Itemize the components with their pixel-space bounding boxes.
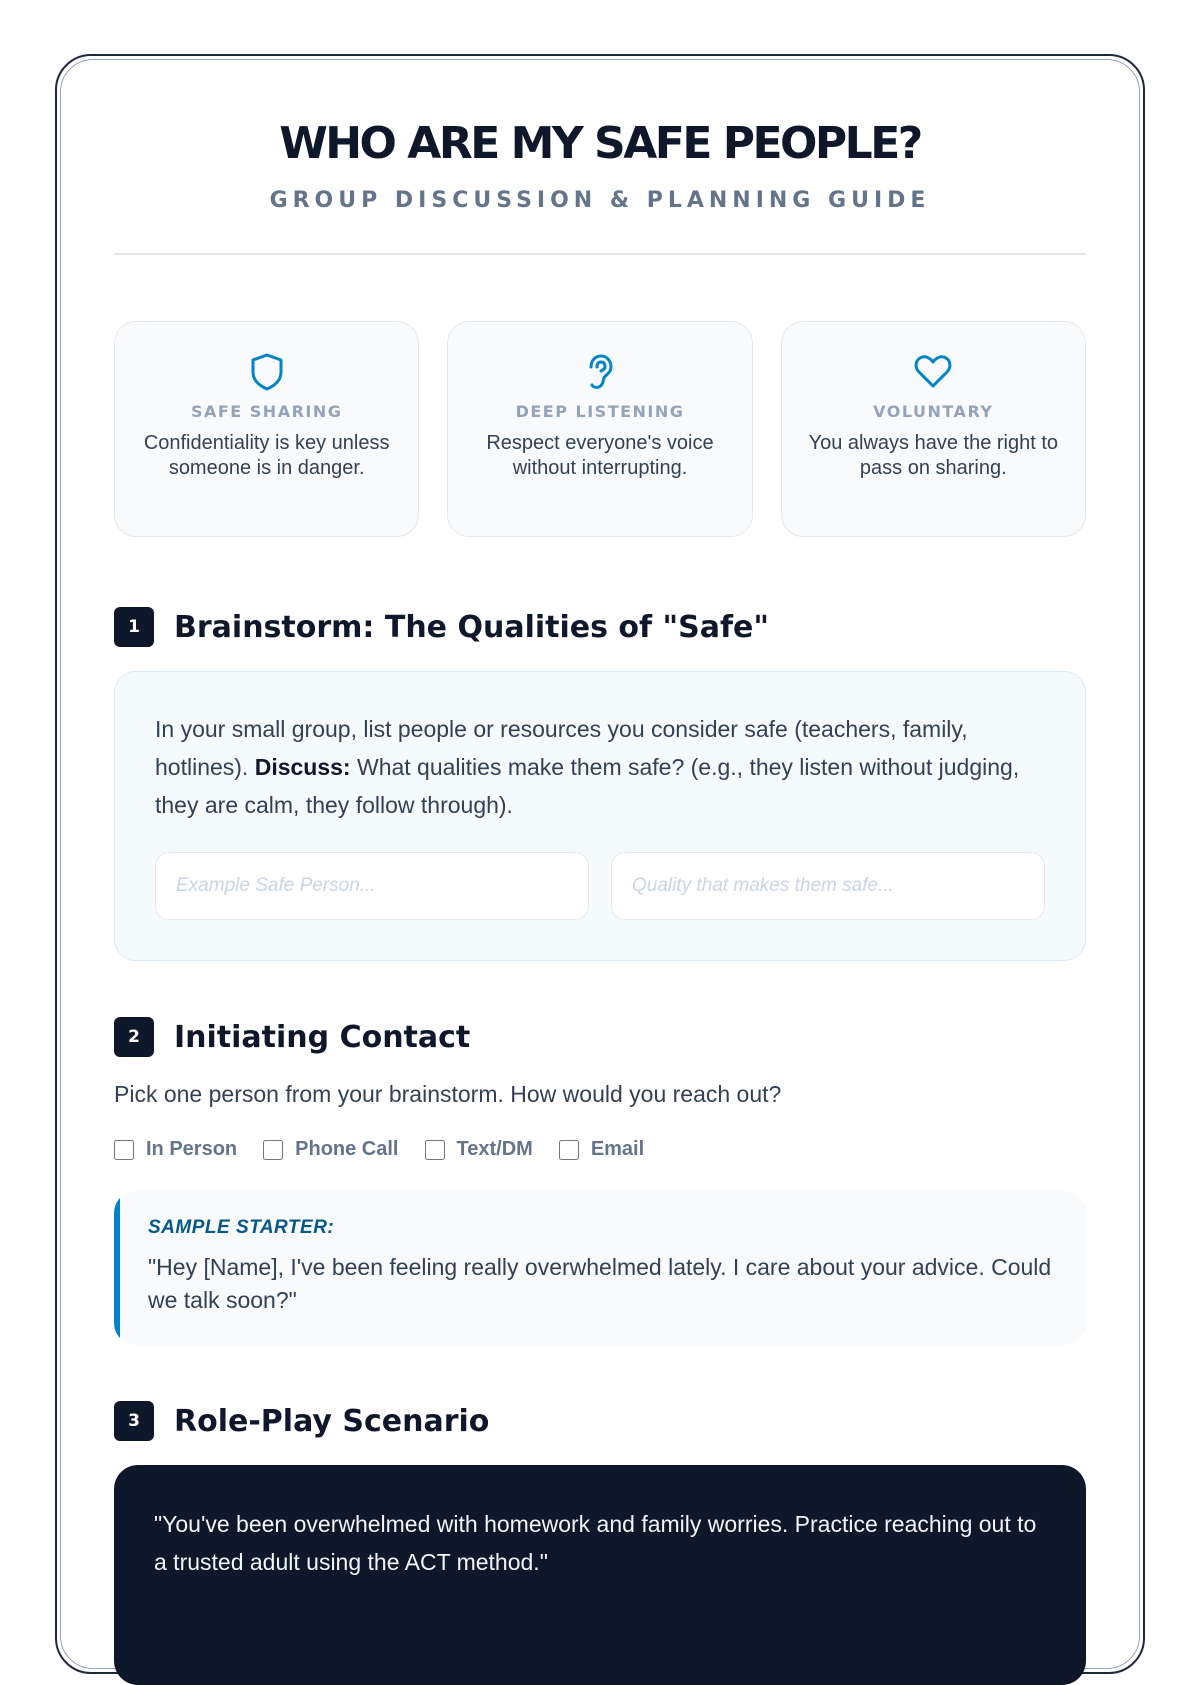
brainstorm-inputs	[155, 852, 1045, 920]
section-title: Role-Play Scenario	[174, 1403, 490, 1439]
worksheet-card	[55, 54, 1145, 1674]
safe-person-input[interactable]	[155, 852, 589, 920]
rule-card-safe-sharing	[114, 321, 419, 537]
option-label: Email	[590, 1138, 645, 1160]
rule-text: Respect everyone's voice without interrupting.	[486, 432, 714, 479]
option-phone-call[interactable]	[263, 1138, 398, 1161]
header-divider	[114, 253, 1086, 255]
option-label: Text/DM	[456, 1138, 533, 1160]
brainstorm-instructions	[155, 710, 1045, 824]
scenario-text: "You've been overwhelmed with homework and family worries. Practice reaching out to a trusted adult using the ACT method."	[154, 1511, 1037, 1575]
section-3-header	[114, 1401, 1086, 1441]
text-dm-checkbox[interactable]	[425, 1140, 445, 1160]
heart-icon	[913, 352, 953, 392]
option-text-dm[interactable]	[425, 1138, 533, 1161]
ear-icon	[582, 352, 618, 392]
safe-quality-input[interactable]	[611, 852, 1045, 920]
section-number: 3	[114, 1401, 154, 1441]
discuss-label: Discuss:	[254, 754, 351, 780]
section-2-header	[114, 1017, 1086, 1057]
shield-icon	[249, 352, 285, 392]
rule-title: SAFE SHARING	[190, 402, 343, 421]
option-label: In Person	[146, 1138, 238, 1160]
brainstorm-box	[114, 671, 1086, 961]
section-title: Brainstorm: The Qualities of "Safe"	[174, 609, 770, 645]
section-1-header	[114, 607, 1086, 647]
rule-card-voluntary	[781, 321, 1086, 537]
section-number: 1	[114, 607, 154, 647]
email-checkbox[interactable]	[559, 1140, 579, 1160]
rule-title: VOLUNTARY	[873, 402, 994, 421]
worksheet-content	[114, 56, 1086, 1685]
section-title: Initiating Contact	[174, 1019, 471, 1055]
option-label: Phone Call	[295, 1138, 399, 1160]
rule-text: You always have the right to pass on sharing.	[808, 432, 1059, 479]
instructions-text: In your small group, list people or resources you consider safe (teachers, family, hotlines).	[155, 716, 968, 780]
role-play-scenario-box	[114, 1465, 1086, 1685]
ground-rules	[114, 321, 1086, 537]
rule-text: Confidentiality is key unless someone is in danger.	[143, 432, 390, 479]
sample-starter-callout	[114, 1191, 1086, 1345]
section-number: 2	[114, 1017, 154, 1057]
rule-card-deep-listening	[447, 321, 752, 537]
rule-title: DEEP LISTENING	[515, 402, 685, 421]
starter-text: "Hey [Name], I've been feeling really overwhelmed lately. I care about your advice. Could we talk soon?"	[148, 1254, 1052, 1313]
contact-method-options	[114, 1138, 1086, 1161]
in-person-checkbox[interactable]	[114, 1140, 134, 1160]
page-subtitle: GROUP DISCUSSION & PLANNING GUIDE	[269, 188, 931, 213]
option-email[interactable]	[559, 1138, 644, 1161]
page-title: WHO ARE MY SAFE PEOPLE?	[279, 118, 921, 169]
starter-label: SAMPLE STARTER:	[148, 1217, 335, 1238]
option-in-person[interactable]	[114, 1138, 237, 1161]
contact-prompt: Pick one person from your brainstorm. How would you reach out?	[114, 1081, 782, 1107]
phone-call-checkbox[interactable]	[263, 1140, 283, 1160]
instructions-text-continued: What qualities make them safe? (e.g., they listen without judging, they are calm, they follow through).	[155, 754, 1020, 818]
